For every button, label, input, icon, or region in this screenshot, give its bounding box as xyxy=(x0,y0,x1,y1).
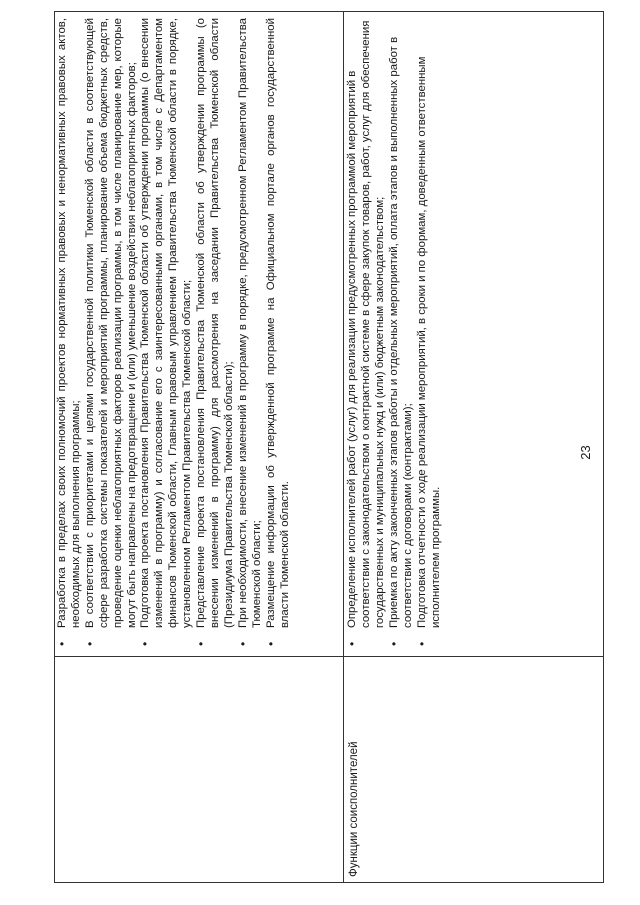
table-row xyxy=(55,12,344,883)
row-content-cell xyxy=(55,12,344,657)
row-content-cell xyxy=(343,12,603,657)
row-label: Функции соисполнителей xyxy=(347,741,360,877)
bullet-list xyxy=(344,12,443,656)
list-item: • Разработка в пределах своих полномочий проектов нормативных правовых и ненормативных правовых актов, необходимых для выполнения программы; xyxy=(56,18,84,648)
list-item: • Представление проекта постановления Правительства Тюменской области об утверждении программы (о внесении изменений в программу) для рассмотрения на заседании Правительства Тюменской области (Президиума Правительства Тюменской области); xyxy=(195,18,237,648)
list-item: • Приемка по акту законченных этапов работы и отдельных мероприятий, оплата этапов и выполненных работ в соответствии с договорами (контрактами); xyxy=(387,18,415,648)
row-label-cell xyxy=(343,657,603,883)
row-label xyxy=(55,657,61,882)
list-item: • Размещение информации об утвержденной программе на Официальном портале органов государственной власти Тюменской области. xyxy=(265,18,293,648)
row-label-cell xyxy=(55,657,344,883)
list-item: • Подготовка отчетности о ходе реализации мероприятий, в сроки и по формам, доведенным ответственным исполнителем программы. xyxy=(415,18,443,648)
table-row xyxy=(343,12,603,883)
page-number: 23 xyxy=(578,445,593,460)
functions-table xyxy=(54,11,604,883)
list-item: • При необходимости, внесение изменений в программу в порядке, предусмотренном Регламентом Правительства Тюменской области; xyxy=(237,18,265,648)
list-item: • Подготовка проекта постановления Правительства Тюменской области об утверждении программы (о внесении изменений в программу) и согласование его с заинтересованными органами, в том числе с Департаментом финансов Тюменской области, Главным правовым управлением Правительства Тюменской области в порядке, установленном Регламентом Правительства Тюменской области; xyxy=(139,18,195,648)
bullet-list xyxy=(55,12,292,656)
list-item: • Определение исполнителей работ (услуг) для реализации предусмотренных программой мероприятий в соответствии с законодательством о контрактной системе в сфере закупок товаров, работ, услуг для обеспечения государственных и муниципальных нужд и (или) бюджетным законодательством; xyxy=(345,18,387,648)
list-item: • В соответствии с приоритетами и целями государственной политики Тюменской области в соответствующей сфере разработка системы показателей и мероприятий программы, планирование объема бюджетных средств, проведение оценки неблагоприятных факторов реализации программы, в том числе планирование мер, которые могут быть направлены на предотвращение и (или) уменьшение воздействия неблагоприятных факторов; xyxy=(84,18,140,648)
